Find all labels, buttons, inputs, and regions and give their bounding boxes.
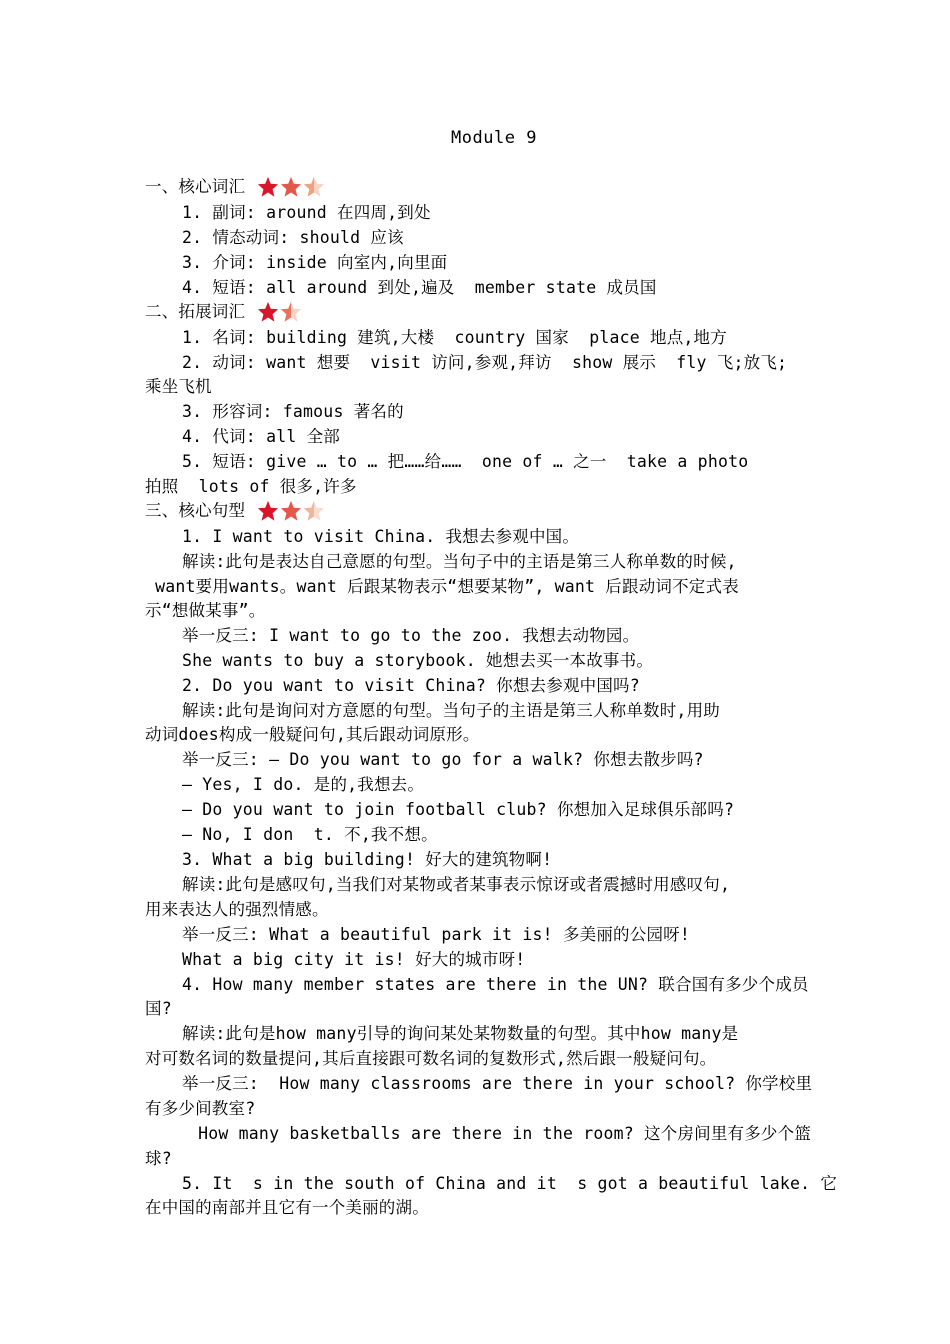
text-line: — Do you want to join football club? 你想加入足球俱乐部吗? — [182, 800, 735, 819]
difficulty-stars — [257, 500, 326, 522]
text-line: 2. 动词: want 想要 visit 访问,参观,拜访 show 展示 fly 飞;放飞; — [182, 353, 788, 372]
text-line: want要用wants。want 后跟某物表示“想要某物”, want 后跟动词不定式表 — [145, 577, 739, 596]
text-line: — No, I don t. 不,我不想。 — [182, 825, 438, 844]
text-line: 拍照 lots of 很多,许多 — [145, 477, 357, 496]
text-line: 解读:此句是感叹句,当我们对某物或者某事表示惊讶或者震撼时用感叹句, — [182, 875, 731, 894]
section-heading-core-sentences — [145, 499, 326, 523]
text-line: 在中国的南部并且它有一个美丽的湖。 — [145, 1198, 429, 1217]
star-icon — [257, 500, 279, 522]
text-line: 用来表达人的强烈情感。 — [145, 900, 329, 919]
text-line: 对可数名词的数量提问,其后直接跟可数名词的复数形式,然后跟一般疑问句。 — [145, 1049, 717, 1068]
star-icon — [257, 176, 279, 198]
half-star-icon — [303, 176, 325, 198]
section-heading-extended-vocabulary — [145, 300, 303, 324]
text-line: 举一反三: I want to go to the zoo. 我想去动物园。 — [182, 626, 640, 645]
text-line: — Yes, I do. 是的,我想去。 — [182, 775, 425, 794]
text-line: 1. I want to visit China. 我想去参观中国。 — [182, 527, 580, 546]
text-line: 4. How many member states are there in the UN? 联合国有多少个成员 — [182, 975, 809, 994]
text-line: How many basketballs are there in the room? 这个房间里有多少个篮 — [188, 1124, 812, 1143]
text-line: She wants to buy a storybook. 她想去买一本故事书。 — [182, 651, 654, 670]
star-icon — [280, 176, 302, 198]
section-heading-text: 一、核心词汇 — [145, 177, 246, 196]
text-line: 1. 副词: around 在四周,到处 — [182, 203, 431, 222]
section-heading-core-vocabulary — [145, 175, 326, 199]
text-line: 4. 代词: all 全部 — [182, 427, 341, 446]
text-line: 4. 短语: all around 到处,遍及 member state 成员国 — [182, 278, 657, 297]
star-icon — [257, 301, 279, 323]
text-line: 举一反三: — Do you want to go for a walk? 你想去散步吗? — [182, 750, 704, 769]
text-line: 举一反三: How many classrooms are there in your school? 你学校里 — [182, 1074, 813, 1093]
text-line: 2. Do you want to visit China? 你想去参观中国吗? — [182, 676, 640, 695]
text-line: 举一反三: What a beautiful park it is! 多美丽的公园呀! — [182, 925, 690, 944]
difficulty-stars — [257, 301, 303, 323]
text-line: 解读:此句是how many引导的询问某处某物数量的句型。其中how many是 — [182, 1024, 739, 1043]
section-heading-text: 二、拓展词汇 — [145, 302, 246, 321]
text-line: 1. 名词: building 建筑,大楼 country 国家 place 地点,地方 — [182, 328, 727, 347]
text-line: 示“想做某事”。 — [145, 601, 266, 620]
text-line: 3. 介词: inside 向室内,向里面 — [182, 253, 448, 272]
star-icon — [280, 500, 302, 522]
text-line: 解读:此句是询问对方意愿的句型。当句子的主语是第三人称单数时,用助 — [182, 701, 720, 720]
text-line: 有多少间教室? — [145, 1099, 256, 1118]
text-line: 乘坐飞机 — [145, 377, 212, 396]
half-star-icon — [303, 500, 325, 522]
page-title: Module 9 — [451, 128, 537, 148]
section-heading-text: 三、核心句型 — [145, 501, 246, 520]
text-line: 球? — [145, 1149, 172, 1168]
text-line: 5. It s in the south of China and it s got a beautiful lake. 它 — [182, 1174, 838, 1193]
text-line: What a big city it is! 好大的城市呀! — [182, 950, 526, 969]
text-line: 动词does构成一般疑问句,其后跟动词原形。 — [145, 725, 480, 744]
text-line: 国? — [145, 999, 172, 1018]
text-line: 3. 形容词: famous 著名的 — [182, 402, 404, 421]
text-line: 5. 短语: give … to … 把……给…… one of … 之一 take a photo — [182, 452, 749, 471]
text-line: 3. What a big building! 好大的建筑物啊! — [182, 850, 553, 869]
text-line: 解读:此句是表达自己意愿的句型。当句子中的主语是第三人称单数的时候, — [182, 552, 737, 571]
difficulty-stars — [257, 176, 326, 198]
text-line: 2. 情态动词: should 应该 — [182, 228, 404, 247]
half-star-icon — [280, 301, 302, 323]
